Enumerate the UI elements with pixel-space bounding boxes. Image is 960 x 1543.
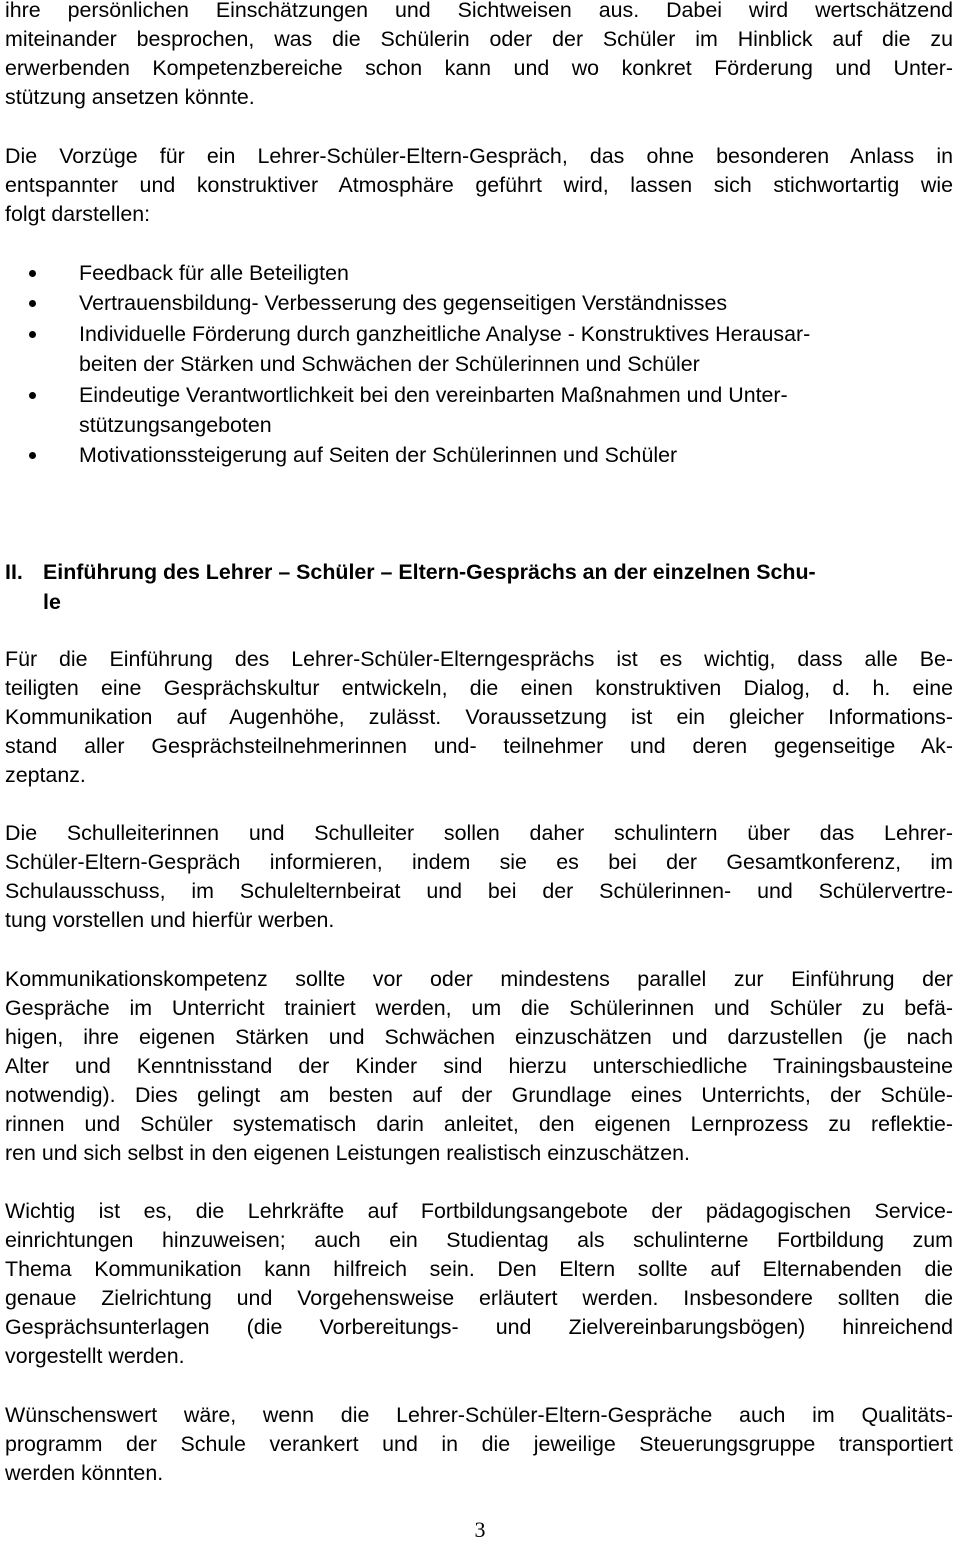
text-line: Kommunikation auf Augenhöhe, zulässt. Voraussetzung ist ein gleicher Informations- — [5, 705, 953, 729]
paragraph — [5, 645, 953, 790]
list-item — [5, 288, 953, 318]
list-item-text: Motivationssteigerung auf Seiten der Schülerinnen und Schüler — [79, 443, 678, 468]
list-item-text: stützungsangeboten — [79, 413, 272, 438]
list-item — [5, 440, 953, 470]
advantages-paragraph — [5, 142, 953, 229]
text-line: erwerbenden Kompetenzbereiche schon kann und wo konkret Förderung und Unter- — [5, 56, 953, 80]
bullet-icon — [29, 331, 36, 338]
bullet-icon — [29, 392, 36, 399]
text-line: Alter und Kenntnisstand der Kinder sind hierzu unterschiedliche Trainingsbausteine — [5, 1054, 953, 1078]
text-line: teiligten eine Gesprächskultur entwickeln, die einen konstruktiven Dialog, d. h. eine — [5, 676, 953, 700]
page-number: 3 — [474, 1517, 486, 1542]
text-line: zeptanz. — [5, 763, 86, 787]
text-line: stand aller Gesprächsteilnehmerinnen und- teilnehmer und deren gegenseitige Ak- — [5, 734, 953, 758]
text-line: tung vorstellen und hierfür werben. — [5, 908, 335, 932]
bullet-icon — [29, 270, 36, 277]
list-item — [5, 380, 953, 441]
list-item-text: Individuelle Förderung durch ganzheitliche Analyse - Konstruktives Herausar- — [79, 321, 811, 346]
text-line: einrichtungen hinzuweisen; auch ein Studientag als schulinterne Fortbildung zum — [5, 1228, 953, 1252]
text-line: werden könnten. — [5, 1461, 164, 1485]
text-line: Gespräche im Unterricht trainiert werden, um die Schülerinnen und Schüler zu befä- — [5, 996, 953, 1020]
paragraph — [5, 1197, 953, 1371]
list-item-text: Eindeutige Verantwortlichkeit bei den vereinbarten Maßnahmen und Unter- — [79, 382, 788, 407]
paragraph — [5, 965, 953, 1168]
text-line: programm der Schule verankert und in die jeweilige Steuerungsgruppe transportiert — [5, 1432, 953, 1456]
text-line: Kommunikationskompetenz sollte vor oder mindestens parallel zur Einführung der — [5, 967, 953, 991]
text-line: higen, ihre eigenen Stärken und Schwächen einzuschätzen und darzustellen (je nach — [5, 1025, 953, 1049]
list-item — [5, 319, 953, 380]
text-line: folgt darstellen: — [5, 202, 151, 226]
text-line: vorgestellt werden. — [5, 1344, 185, 1368]
paragraph — [5, 819, 953, 935]
text-line: Die Schulleiterinnen und Schulleiter sollen daher schulintern über das Lehrer- — [5, 821, 953, 845]
text-line: ren und sich selbst in den eigenen Leistungen realistisch einzuschätzen. — [5, 1141, 690, 1165]
section-title-line: le — [43, 590, 61, 614]
text-line: entspannter und konstruktiver Atmosphäre geführt wird, lassen sich stichwortartig wie — [5, 173, 953, 197]
list-item-text: Feedback für alle Beteiligten — [79, 261, 349, 285]
intro-paragraph — [5, 0, 953, 112]
text-line: Gesprächsunterlagen (die Vorbereitungs- und Zielvereinbarungsbögen) hinreichend — [5, 1315, 953, 1339]
text-line: stützung ansetzen könnte. — [5, 85, 255, 109]
text-line: Thema Kommunikation kann hilfreich sein. Den Eltern sollte auf Elternabenden die — [5, 1257, 953, 1281]
list-item — [5, 258, 953, 288]
list-item-text: Vertrauensbildung- Verbesserung des gegenseitigen Verständnisses — [79, 291, 728, 316]
text-line: Wichtig ist es, die Lehrkräfte auf Fortbildungsangebote der pädagogischen Service- — [5, 1199, 953, 1223]
text-line: Schüler-Eltern-Gespräch informieren, indem sie es bei der Gesamtkonferenz, im — [5, 850, 953, 874]
bullet-icon — [29, 300, 36, 307]
section-number: II. — [5, 560, 23, 584]
bullet-icon — [29, 452, 36, 459]
list-item-text: beiten der Stärken und Schwächen der Schülerinnen und Schüler — [79, 352, 700, 377]
text-line: Die Vorzüge für ein Lehrer-Schüler-Eltern-Gespräch, das ohne besonderen Anlass in — [5, 144, 953, 168]
paragraph — [5, 1401, 953, 1488]
text-line: Für die Einführung des Lehrer-Schüler-Elterngesprächs ist es wichtig, dass alle Be- — [5, 647, 953, 671]
text-line: rinnen und Schüler systematisch darin anleitet, den eigenen Lernprozess zu reflektie- — [5, 1112, 953, 1136]
text-line: Schulausschuss, im Schulelternbeirat und bei der Schülerinnen- und Schülervertre- — [5, 879, 953, 903]
text-line: miteinander besprochen, was die Schülerin oder der Schüler im Hinblick auf die zu — [5, 27, 953, 51]
text-line: Wünschenswert wäre, wenn die Lehrer-Schüler-Eltern-Gespräche auch im Qualitäts- — [5, 1403, 953, 1427]
text-line: ihre persönlichen Einschätzungen und Sichtweisen aus. Dabei wird wertschätzend — [5, 0, 953, 22]
text-line: genaue Zielrichtung und Vorgehensweise erläutert werden. Insbesondere sollten die — [5, 1286, 953, 1310]
section-title-line: Einführung des Lehrer – Schüler – Eltern-Gesprächs an der einzelnen Schu- — [43, 560, 816, 584]
text-line: notwendig). Dies gelingt am besten auf der Grundlage eines Unterrichts, der Schüle- — [5, 1083, 953, 1107]
section-heading — [5, 557, 953, 617]
advantages-list — [5, 258, 953, 471]
